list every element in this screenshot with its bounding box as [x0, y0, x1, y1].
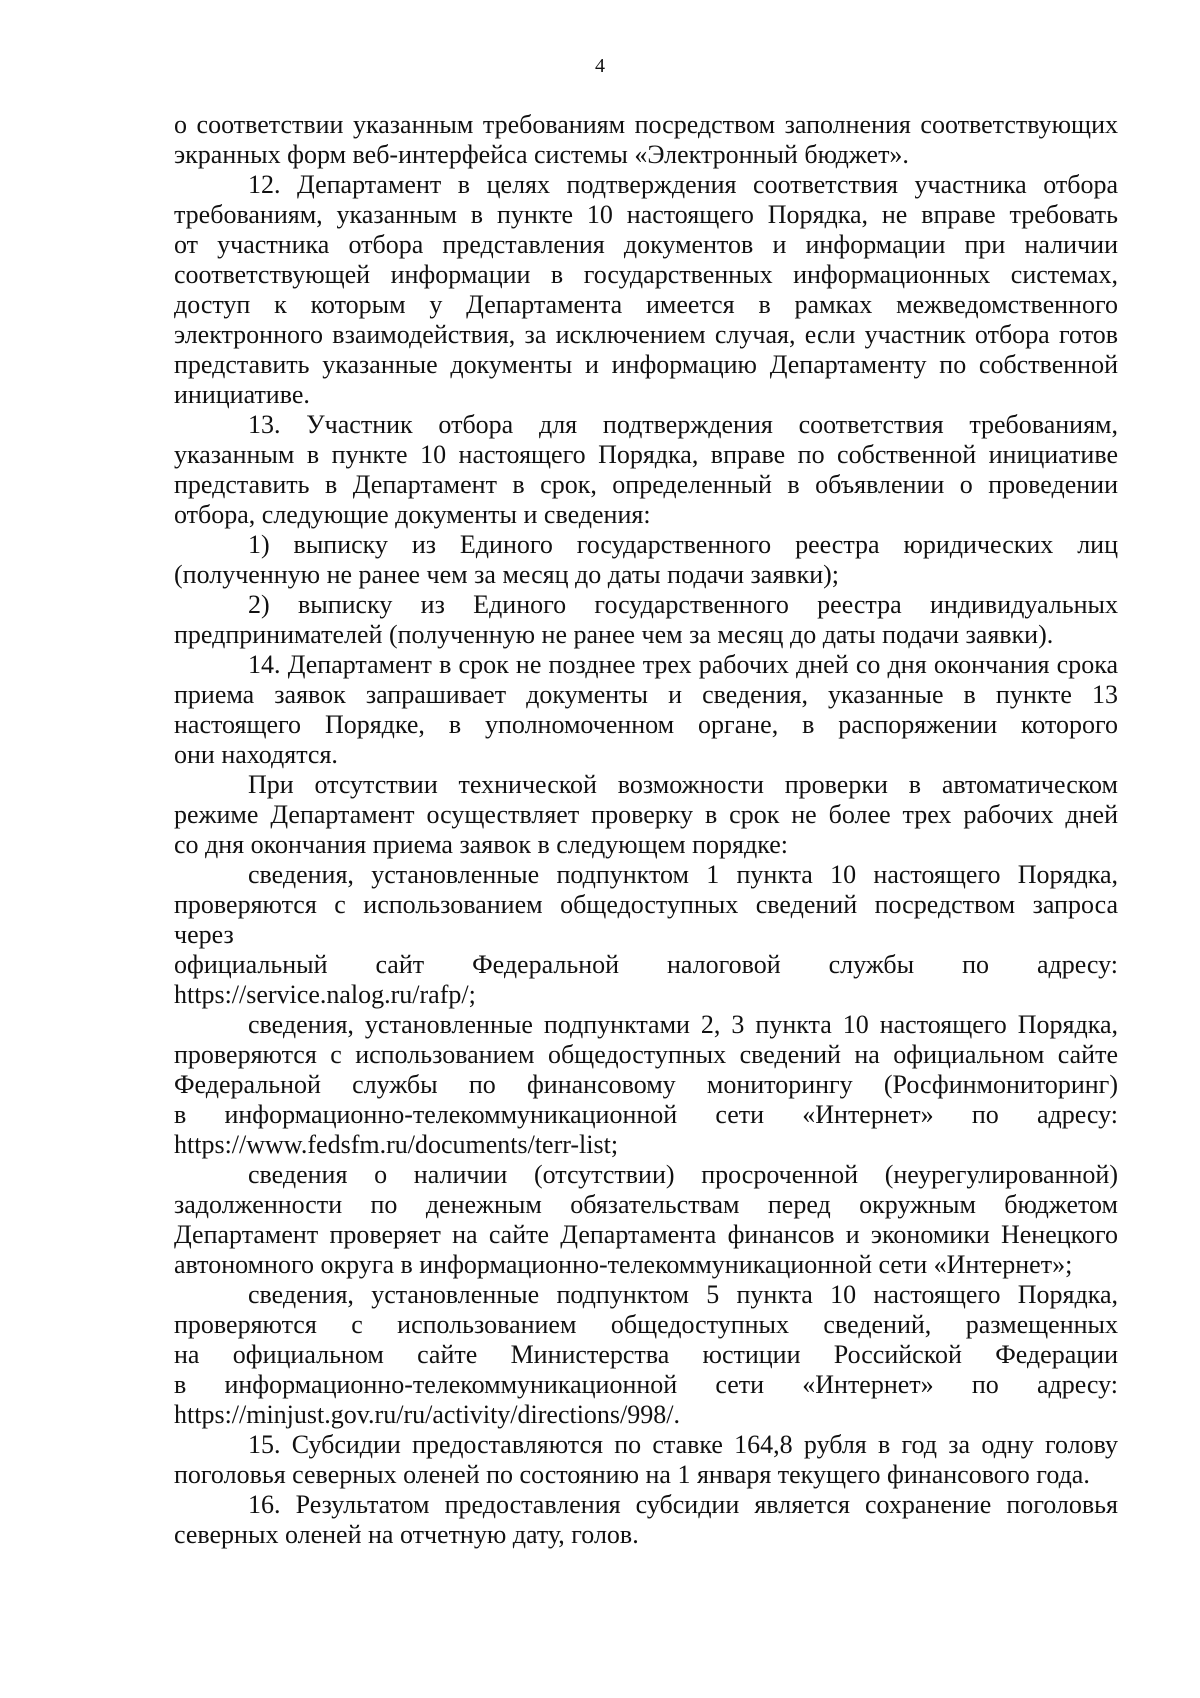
paragraph [174, 110, 1118, 170]
text-line: сведения, установленные подпунктом 1 пункта 10 настоящего Порядка, [248, 860, 1118, 889]
text-line: 2) выписку из Единого государственного реестра индивидуальных [248, 590, 1118, 619]
text-line: проверяются с использованием общедоступных сведений посредством запроса через [174, 890, 1118, 949]
text-line: представить указанные документы и информацию Департаменту по собственной [174, 350, 1118, 379]
text-line: сведения о наличии (отсутствии) просроченной (неурегулированной) [248, 1160, 1118, 1189]
text-line: (полученную не ранее чем за месяц до даты подачи заявки); [174, 560, 840, 589]
text-line: https://minjust.gov.ru/ru/activity/directions/998/. [174, 1400, 680, 1429]
paragraph [174, 530, 1118, 590]
text-line: При отсутствии технической возможности проверки в автоматическом [248, 770, 1118, 799]
text-line: официальный сайт Федеральной налоговой службы по адресу: [174, 950, 1118, 979]
text-line: представить в Департамент в срок, определенный в объявлении о проведении [174, 470, 1118, 499]
paragraph [174, 1490, 1118, 1550]
paragraph [174, 860, 1118, 1010]
text-line: северных оленей на отчетную дату, голов. [174, 1520, 639, 1549]
text-line: в информационно-телекоммуникационной сети «Интернет» по адресу: [174, 1100, 1118, 1129]
text-line: указанным в пункте 10 настоящего Порядка, вправе по собственной инициативе [174, 440, 1118, 469]
text-line: 15. Субсидии предоставляются по ставке 164,8 рубля в год за одну голову [248, 1430, 1118, 1459]
text-line: доступ к которым у Департамента имеется в рамках межведомственного [174, 290, 1118, 319]
text-line: инициативе. [174, 380, 310, 409]
paragraph [174, 1160, 1118, 1280]
text-line: режиме Департамент осуществляет проверку в срок не более трех рабочих дней [174, 800, 1118, 829]
document-body [174, 110, 1118, 1550]
text-line: со дня окончания приема заявок в следующем порядке: [174, 830, 788, 859]
text-line: 12. Департамент в целях подтверждения соответствия участника отбора [248, 170, 1118, 199]
text-line: в информационно-телекоммуникационной сети «Интернет» по адресу: [174, 1370, 1118, 1399]
text-line: требованиям, указанным в пункте 10 настоящего Порядка, не вправе требовать [174, 200, 1118, 229]
text-line: на официальном сайте Министерства юстиции Российской Федерации [174, 1340, 1118, 1369]
text-line: сведения, установленные подпунктами 2, 3 пункта 10 настоящего Порядка, [248, 1010, 1118, 1039]
text-line: автономного округа в информационно-телекоммуникационной сети «Интернет»; [174, 1250, 1073, 1279]
text-line: проверяются с использованием общедоступных сведений, размещенных [174, 1310, 1118, 1339]
text-line: электронного взаимодействия, за исключением случая, если участник отбора готов [174, 320, 1118, 349]
text-line: 16. Результатом предоставления субсидии является сохранение поголовья [248, 1490, 1118, 1519]
text-line: предпринимателей (полученную не ранее чем за месяц до даты подачи заявки). [174, 620, 1054, 649]
paragraph [174, 1430, 1118, 1490]
paragraph [174, 770, 1118, 860]
paragraph [174, 590, 1118, 650]
text-line: от участника отбора представления документов и информации при наличии [174, 230, 1118, 259]
text-line: соответствующей информации в государственных информационных системах, [174, 260, 1118, 289]
paragraph [174, 1280, 1118, 1430]
text-line: Федеральной службы по финансовому мониторингу (Росфинмониторинг) [174, 1070, 1118, 1099]
text-line: сведения, установленные подпунктом 5 пункта 10 настоящего Порядка, [248, 1280, 1118, 1309]
page-number: 4 [595, 55, 605, 77]
text-line: https://www.fedsfm.ru/documents/terr-list; [174, 1130, 619, 1159]
text-line: приема заявок запрашивает документы и сведения, указанные в пункте 13 [174, 680, 1118, 709]
paragraph [174, 1010, 1118, 1160]
paragraph [174, 410, 1118, 530]
text-line: 14. Департамент в срок не позднее трех рабочих дней со дня окончания срока [248, 650, 1118, 679]
paragraph [174, 170, 1118, 410]
text-line: https://service.nalog.ru/rafp/; [174, 980, 476, 1009]
text-line: задолженности по денежным обязательствам перед окружным бюджетом [174, 1190, 1118, 1219]
text-line: Департамент проверяет на сайте Департамента финансов и экономики Ненецкого [174, 1220, 1118, 1249]
text-line: настоящего Порядке, в уполномоченном органе, в распоряжении которого [174, 710, 1118, 739]
text-line: экранных форм веб-интерфейса системы «Электронный бюджет». [174, 140, 909, 169]
text-line: отбора, следующие документы и сведения: [174, 500, 651, 529]
text-line: поголовья северных оленей по состоянию на 1 января текущего финансового года. [174, 1460, 1090, 1489]
text-line: 1) выписку из Единого государственного реестра юридических лиц [248, 530, 1118, 559]
text-line: они находятся. [174, 740, 338, 769]
text-line: проверяются с использованием общедоступных сведений на официальном сайте [174, 1040, 1118, 1069]
text-line: о соответствии указанным требованиям посредством заполнения соответствующих [174, 110, 1118, 139]
paragraph [174, 650, 1118, 770]
text-line: 13. Участник отбора для подтверждения соответствия требованиям, [248, 410, 1118, 439]
